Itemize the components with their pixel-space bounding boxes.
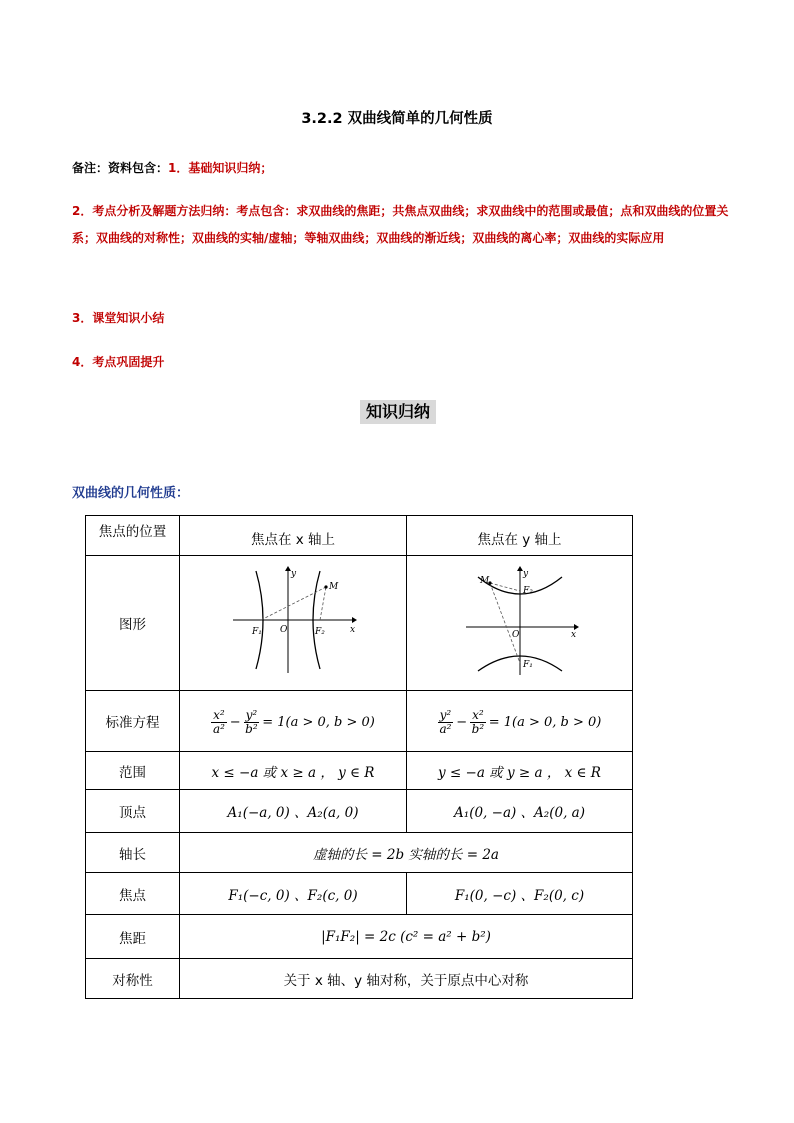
note-line-4: 4．考点巩固提升 (72, 355, 165, 369)
graph-x-axis-label: x (570, 630, 576, 640)
graph-y-axis-label: y (522, 569, 528, 579)
row-label-symmetry: 对称性 (86, 959, 180, 999)
graph-m-label: M (329, 582, 339, 592)
vertex-x: A₁(−a, 0) 、A₂(a, 0) (180, 790, 407, 833)
graph-f1-label: F₁ (252, 627, 262, 637)
range-x: x ≤ −a 或 x ≥ a ， y ∈ R (180, 752, 407, 790)
row-label-graph: 图形 (86, 556, 180, 691)
equation-y: $\frac{\text{y²}}{\text{a²}}$ − $\frac{\text{x²}}{\text{b²}}$ = 1(a > 0, b > 0) (407, 691, 633, 752)
focus-x: F₁(−c, 0) 、F₂(c, 0) (180, 873, 407, 915)
header-col-y: 焦点在 y 轴上 (407, 516, 633, 556)
table-row (86, 873, 633, 915)
row-label-vertex: 顶点 (86, 790, 180, 833)
table-row (86, 691, 633, 752)
eq-x-t1d: a² (212, 721, 225, 736)
graph-origin-label: O (511, 630, 519, 640)
eq-y-t1n: y² (439, 707, 452, 722)
focus-y: F₁(0, −c) 、F₂(0, c) (407, 873, 633, 915)
axis-length: 虚轴的长 = 2b 实轴的长 = 2a (180, 833, 633, 873)
table-row (86, 790, 633, 833)
eq-x-rest: = 1(a > 0, b > 0) (262, 714, 375, 730)
subheading: 双曲线的几何性质： (72, 486, 190, 501)
note-item-1: 1．基础知识归纳； (168, 161, 273, 175)
hyperbola-y-graph (460, 565, 580, 677)
note-prefix: 备注：资料包含： (72, 161, 169, 175)
note-line-2: 2．考点分析及解题方法归纳：考点包含：求双曲线的焦距；共焦点双曲线；求双曲线中的范围或最值；点和双曲线的位置关系；双曲线的对称性；双曲线的实轴/虚轴；等轴双曲线；双曲线的渐近线；双曲线的离心率；双曲线的实际应用 (72, 204, 729, 245)
graph-cell-x (180, 556, 407, 691)
hyperbola-x-graph (228, 565, 358, 677)
eq-x-t2n: y² (245, 707, 258, 722)
graph-m-label: M (479, 576, 489, 586)
eq-y-t2d: b² (471, 721, 485, 736)
document-title: 3.2.2 双曲线简单的几何性质 (301, 111, 493, 127)
table-row (86, 833, 633, 873)
range-y: y ≤ −a 或 y ≥ a ， x ∈ R (407, 752, 633, 790)
eq-x-t2d: b² (245, 721, 258, 736)
table-row (86, 516, 633, 556)
properties-table (85, 515, 633, 999)
graph-origin-label: O (280, 625, 288, 635)
graph-f1-label: F₁ (522, 660, 533, 670)
equation-x: $\frac{\text{x²}}{\text{a²}}$ − $\frac{\text{y²}}{\text{b²}}$ = 1(a > 0, b > 0) (180, 691, 407, 752)
table-row (86, 556, 633, 691)
section-title: 知识归纳 (360, 400, 436, 424)
eq-x-t1n: x² (213, 707, 225, 722)
header-col-x: 焦点在 x 轴上 (180, 516, 407, 556)
graph-f2-label: F₂ (315, 627, 325, 637)
note-line-1 (72, 155, 732, 182)
vertex-y: A₁(0, −a) 、A₂(0, a) (407, 790, 633, 833)
row-label-axis: 轴长 (86, 833, 180, 873)
eq-y-rest: = 1(a > 0, b > 0) (488, 714, 602, 730)
symmetry: 关于 x 轴、y 轴对称，关于原点中心对称 (180, 959, 633, 999)
header-label: 焦点的位置 (86, 516, 180, 556)
graph-x-axis-label: x (350, 625, 356, 635)
row-label-focal-distance: 焦距 (86, 915, 180, 959)
eq-y-t1d: a² (439, 721, 452, 736)
graph-cell-y (407, 556, 633, 691)
row-label-focus: 焦点 (86, 873, 180, 915)
graph-y-axis-label: y (291, 569, 297, 579)
graph-f2-label: F₂ (522, 586, 533, 596)
row-label-equation: 标准方程 (86, 691, 180, 752)
focal-distance: |F₁F₂| = 2c (c² = a² + b²) (180, 915, 633, 959)
table-row (86, 915, 633, 959)
table-row (86, 959, 633, 999)
note-line-3: 3．课堂知识小结 (72, 311, 165, 325)
table-row (86, 752, 633, 790)
row-label-range: 范围 (86, 752, 180, 790)
eq-y-t2n: x² (472, 707, 484, 722)
